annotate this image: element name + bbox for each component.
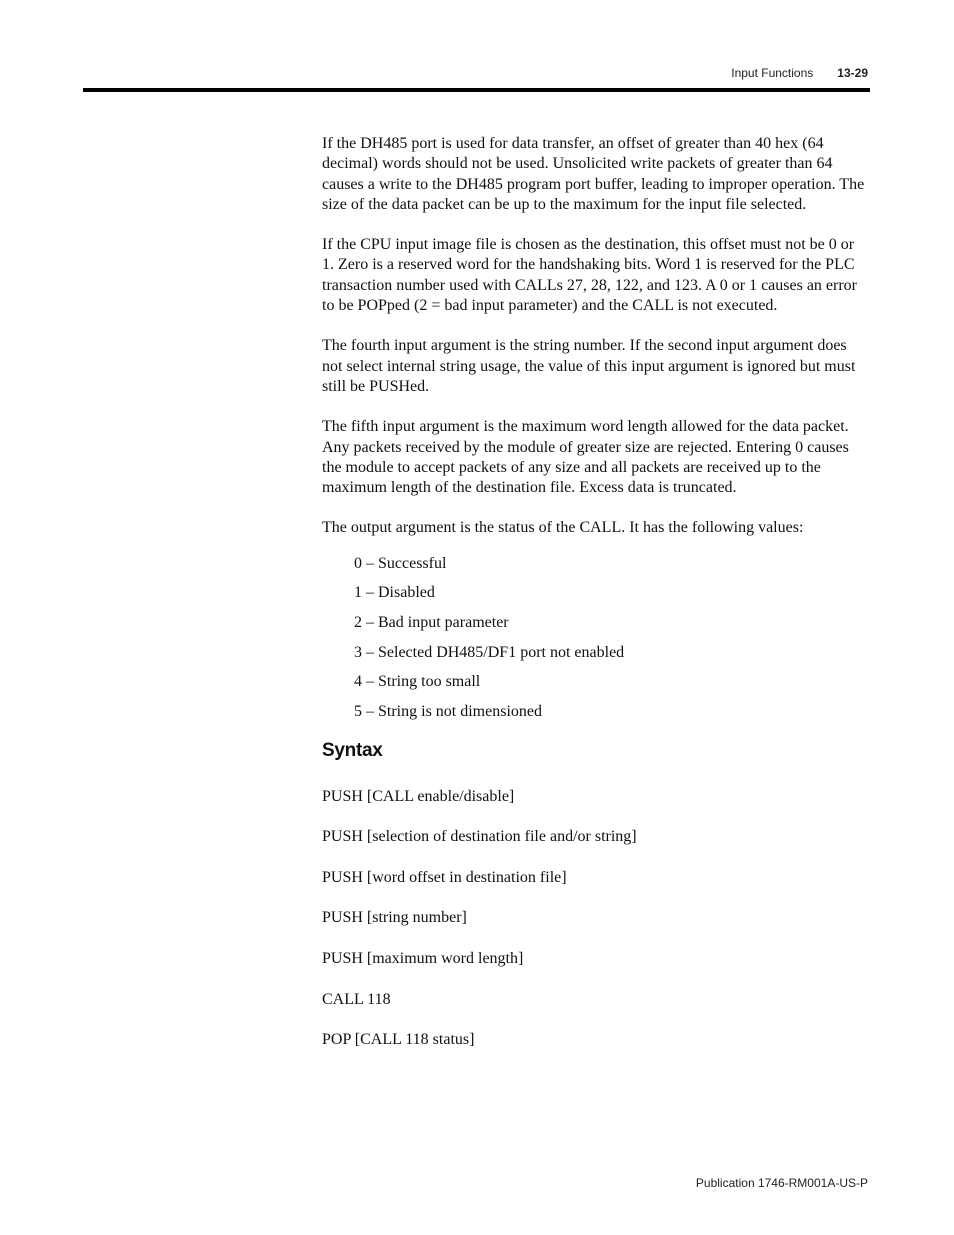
syntax-line: PUSH [maximum word length] (322, 949, 524, 967)
paragraph-string-number: The fourth input argument is the string number. If the second input argument does not select internal string usage, the value of this input argument is ignored but must still be PUSHed. (322, 337, 856, 395)
page-header (731, 66, 868, 80)
syntax-line: PUSH [CALL enable/disable] (322, 787, 515, 805)
paragraph-output-argument: The output argument is the status of the CALL. It has the following values: (322, 519, 804, 537)
section-title: Input Functions (731, 66, 814, 80)
paragraph-port-offset: If the DH485 port is used for data transfer, an offset of greater than 40 hex (64 decimal) words should not be used. Unsolicited write packets of greater than 64 causes a write to the DH485 program port buffer, leading to improper operation. The size of the data packet can be up to the maximum for the input file selected. (322, 135, 865, 213)
paragraph-cpu-input-image: If the CPU input image file is chosen as the destination, this offset must not be 0 or 1. Zero is a reserved word for the handshaking bits. Word 1 is reserved for the PLC transaction number used with CALLs 27, 28, 122, and 123. A 0 or 1 causes an error to be POPped (2 = bad input parameter) and the CALL is not executed. (322, 236, 858, 315)
paragraph-max-word-length: The fifth input argument is the maximum word length allowed for the data packet. Any packets received by the module of greater size are rejected. Entering 0 causes the module to accept packets of any size and all packets are received up to the maximum length of the destination file. Excess data is truncated. (322, 418, 849, 497)
list-item: 4 – String too small (354, 673, 481, 691)
page-number: 13-29 (837, 66, 868, 80)
list-item: 2 – Bad input parameter (354, 613, 509, 631)
syntax-line: PUSH [word offset in destination file] (322, 868, 567, 886)
syntax-line: PUSH [selection of destination file and/or string] (322, 828, 637, 846)
list-item: 0 – Successful (354, 554, 447, 572)
syntax-line: PUSH [string number] (322, 909, 467, 927)
list-item: 3 – Selected DH485/DF1 port not enabled (354, 643, 625, 661)
syntax-line: POP [CALL 118 status] (322, 1031, 475, 1049)
status-values-list (322, 549, 870, 727)
header-rule (83, 88, 870, 92)
list-item: 5 – String is not dimensioned (354, 702, 542, 720)
syntax-line: CALL 118 (322, 990, 391, 1008)
syntax-heading: Syntax (322, 740, 383, 762)
main-content (322, 134, 870, 1071)
list-item: 1 – Disabled (354, 584, 435, 602)
publication-footer: Publication 1746-RM001A-US-P (695, 1176, 868, 1190)
